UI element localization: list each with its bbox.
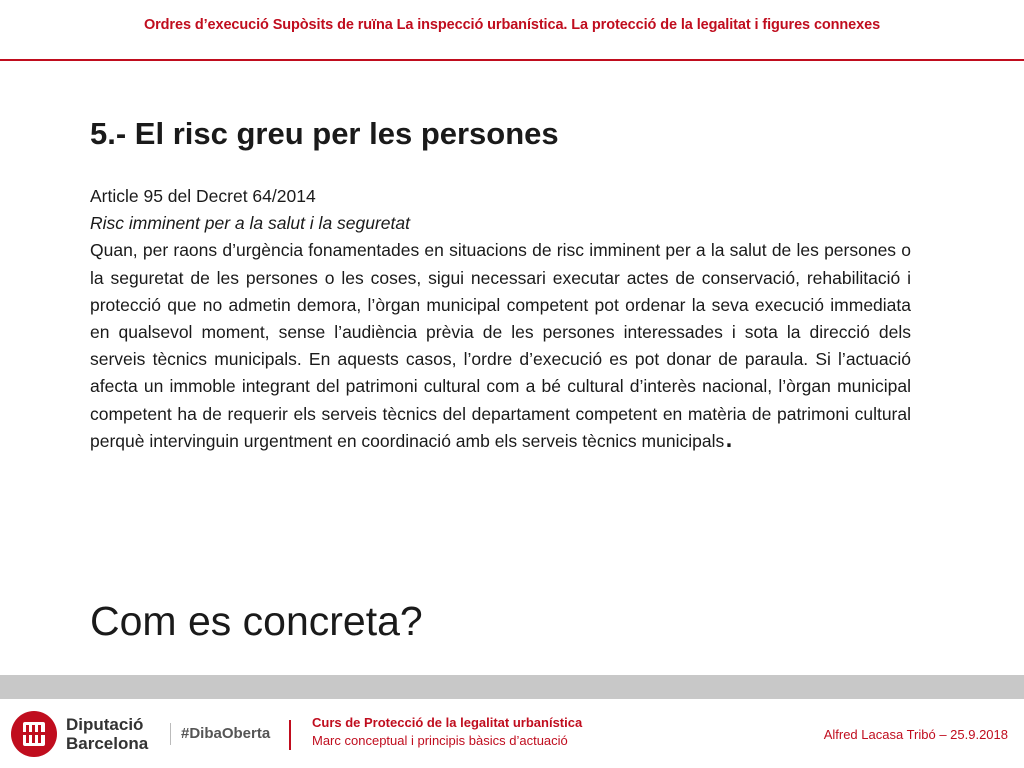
course-title: Curs de Protecció de la legalitat urbanística xyxy=(312,715,583,730)
course-info xyxy=(312,714,582,750)
article-body xyxy=(90,183,911,455)
footer-separator xyxy=(289,720,291,750)
logo-wordmark xyxy=(66,715,148,753)
article-paragraph: Quan, per raons d’urgència fonamentades en situacions de risc imminent per a la salut de les persones o la seguretat de les persones o les coses, sigui necessari executar actes de conservació, rehabilitació i protecció que no admetin demora, l’òrgan municipal competent pot ordenar la seva execució immediata en qualsevol moment, sense l’audiència prèvia de les persones interessades i sota la direcció dels serveis tècnics municipals. En aquests casos, l’ordre d’execució es pot donar de paraula. Si l’actuació afecta un immoble integrant del patrimoni cultural com a bé cultural d’interès nacional, l’òrgan municipal competent ha de requerir els serveis tècnics del departament competent en matèria de patrimoni cultural perquè intervinguin urgentment en coordinació amb els serveis tècnics municipals xyxy=(90,240,911,451)
header-title: Ordres d’execució Supòsits de ruïna La inspecció urbanística. La protecció de la legalitat i figures connexes xyxy=(143,17,881,33)
article-reference: Article 95 del Decret 64/2014 xyxy=(90,186,316,206)
section-title: 5.- El risc greu per les persones xyxy=(90,116,559,151)
author-date: Alfred Lacasa Tribó – 25.9.2018 xyxy=(823,727,1008,742)
question-heading: Com es concreta? xyxy=(90,598,423,644)
footer-band xyxy=(0,675,1024,699)
slide-header xyxy=(0,0,1024,58)
header-divider xyxy=(0,59,1024,61)
hashtag-link[interactable]: #DibaOberta xyxy=(170,723,270,745)
diputacio-barcelona-shield-icon xyxy=(10,710,58,758)
article-text xyxy=(90,237,911,455)
logo-line-2: Barcelona xyxy=(66,734,149,753)
course-subtitle: Marc conceptual i principis bàsics d’actuació xyxy=(312,733,568,748)
article-subtitle: Risc imminent per a la salut i la seguretat xyxy=(90,213,410,234)
logo-line-1: Diputació xyxy=(66,715,144,734)
slide-footer xyxy=(0,699,1024,768)
article-end-dot: . xyxy=(724,416,734,455)
